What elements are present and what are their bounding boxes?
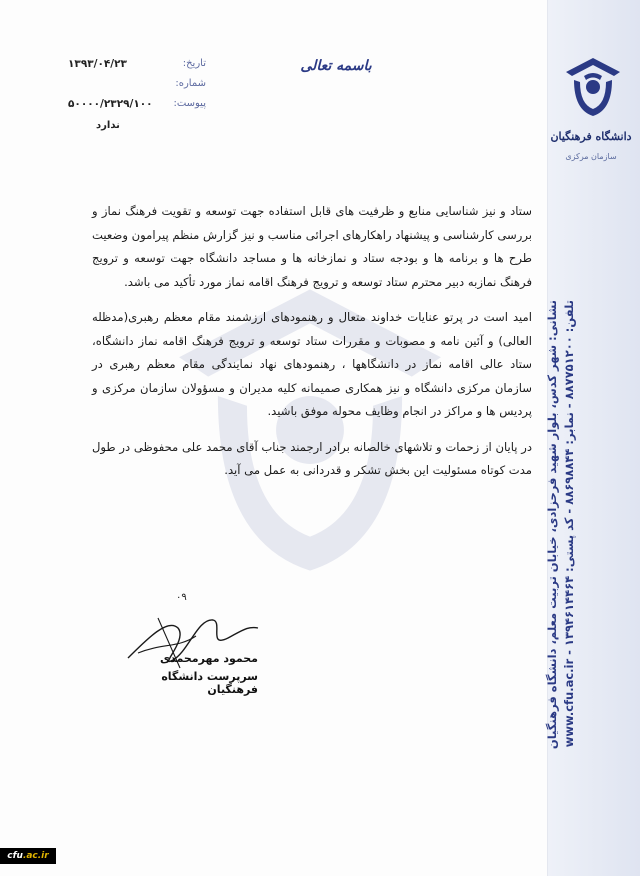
date-label: تاریخ: xyxy=(182,58,206,69)
number-label: شماره: xyxy=(175,78,206,89)
letter-body xyxy=(92,200,532,495)
body-paragraph-2: امید است در پرتو عنایات خداوند متعال و رهنمودهای ارزشمند مقام معظم رهبری(مدظله العالی) و آئین نامه و مصوبات و مقررات ستاد توسعه و ترویج فرهنگ اقامه نماز دانشگاه، ستاد عالی اقامه نماز در دانشگاهها ، رهنمودهای نهاد نمایندگی مقام معظم رهبری در سازمان مرکزی دانشگاه و نیز همکاری صمیمانه کلیه مدیران و مسؤولان سازمان مرکزی و پردیس ها و مراکز در انجام وظایف محوله موفق باشید. xyxy=(92,310,532,418)
attachment-value: ندارد xyxy=(96,120,120,131)
signatory-name: محمود مهرمحمدی xyxy=(160,652,258,665)
date-value: ۱۳۹۳/۰۴/۲۳ xyxy=(68,58,127,70)
attachment-label: پیوست: xyxy=(173,98,206,109)
attachment-row xyxy=(56,98,206,118)
sidebar-contact: تلفن: ۸۸۷۷۵۱۲۰۰ - نمابر: ۸۸۶۹۸۸۴۴ - کد پستی: ۱۳۹۴۶۱۴۴۶۴ - www.cfu.ac.ir xyxy=(562,300,576,748)
site-badge[interactable] xyxy=(0,848,56,864)
number-value: ۵۰۰۰۰/۲۳۲۹/۱۰۰ xyxy=(68,98,153,110)
site-badge-suffix: .ac.ir xyxy=(22,851,49,861)
body-paragraph-1: ستاد و نیز شناسایی منابع و ظرفیت های قابل استفاده جهت توسعه و تقویت فرهنگ نماز و بررسی کارشناسی و پیشنهاد راهکارهای اجرائی مناسب و نیز گزارش منظم پیرامون وضعیت طرح ها و برنامه ها و بودجه ستاد و نمازخانه ها و مساجد دانشگاه جهت توسعه و ترویج فرهنگ نمازبه دبیر محترم ستاد توسعه و ترویج فرهنگ اقامه نماز مورد تأکید می باشد. xyxy=(92,204,532,289)
signature-number: ۰۹ xyxy=(176,592,187,603)
sidebar-address: نشانی: شهر کدس، بلوار شهید فرحزادی، خیابان تربیت معلم، دانشگاه فرهنگیان xyxy=(545,300,559,750)
signatory-title: سرپرست دانشگاه فرهنگیان xyxy=(161,670,258,696)
logo-subtitle: سازمان مرکزی xyxy=(565,152,617,161)
logo-university-name: دانشگاه فرهنگیان xyxy=(550,130,632,143)
site-badge-prefix: cfu xyxy=(7,851,23,861)
handwritten-signature-icon xyxy=(118,598,268,678)
body-paragraph-3: در پایان از زحمات و تلاشهای خالصانه برادر ارجمند جناب آقای محمد علی محفوظی در طول مدت کوتاه مسئولیت این بخش تشکر و قدردانی به عمل می آید. xyxy=(92,439,532,477)
invocation-heading: باسمه تعالی xyxy=(300,58,372,74)
number-row xyxy=(56,78,206,98)
letter-meta xyxy=(56,58,206,118)
university-logo-icon xyxy=(560,54,626,120)
date-row xyxy=(56,58,206,78)
